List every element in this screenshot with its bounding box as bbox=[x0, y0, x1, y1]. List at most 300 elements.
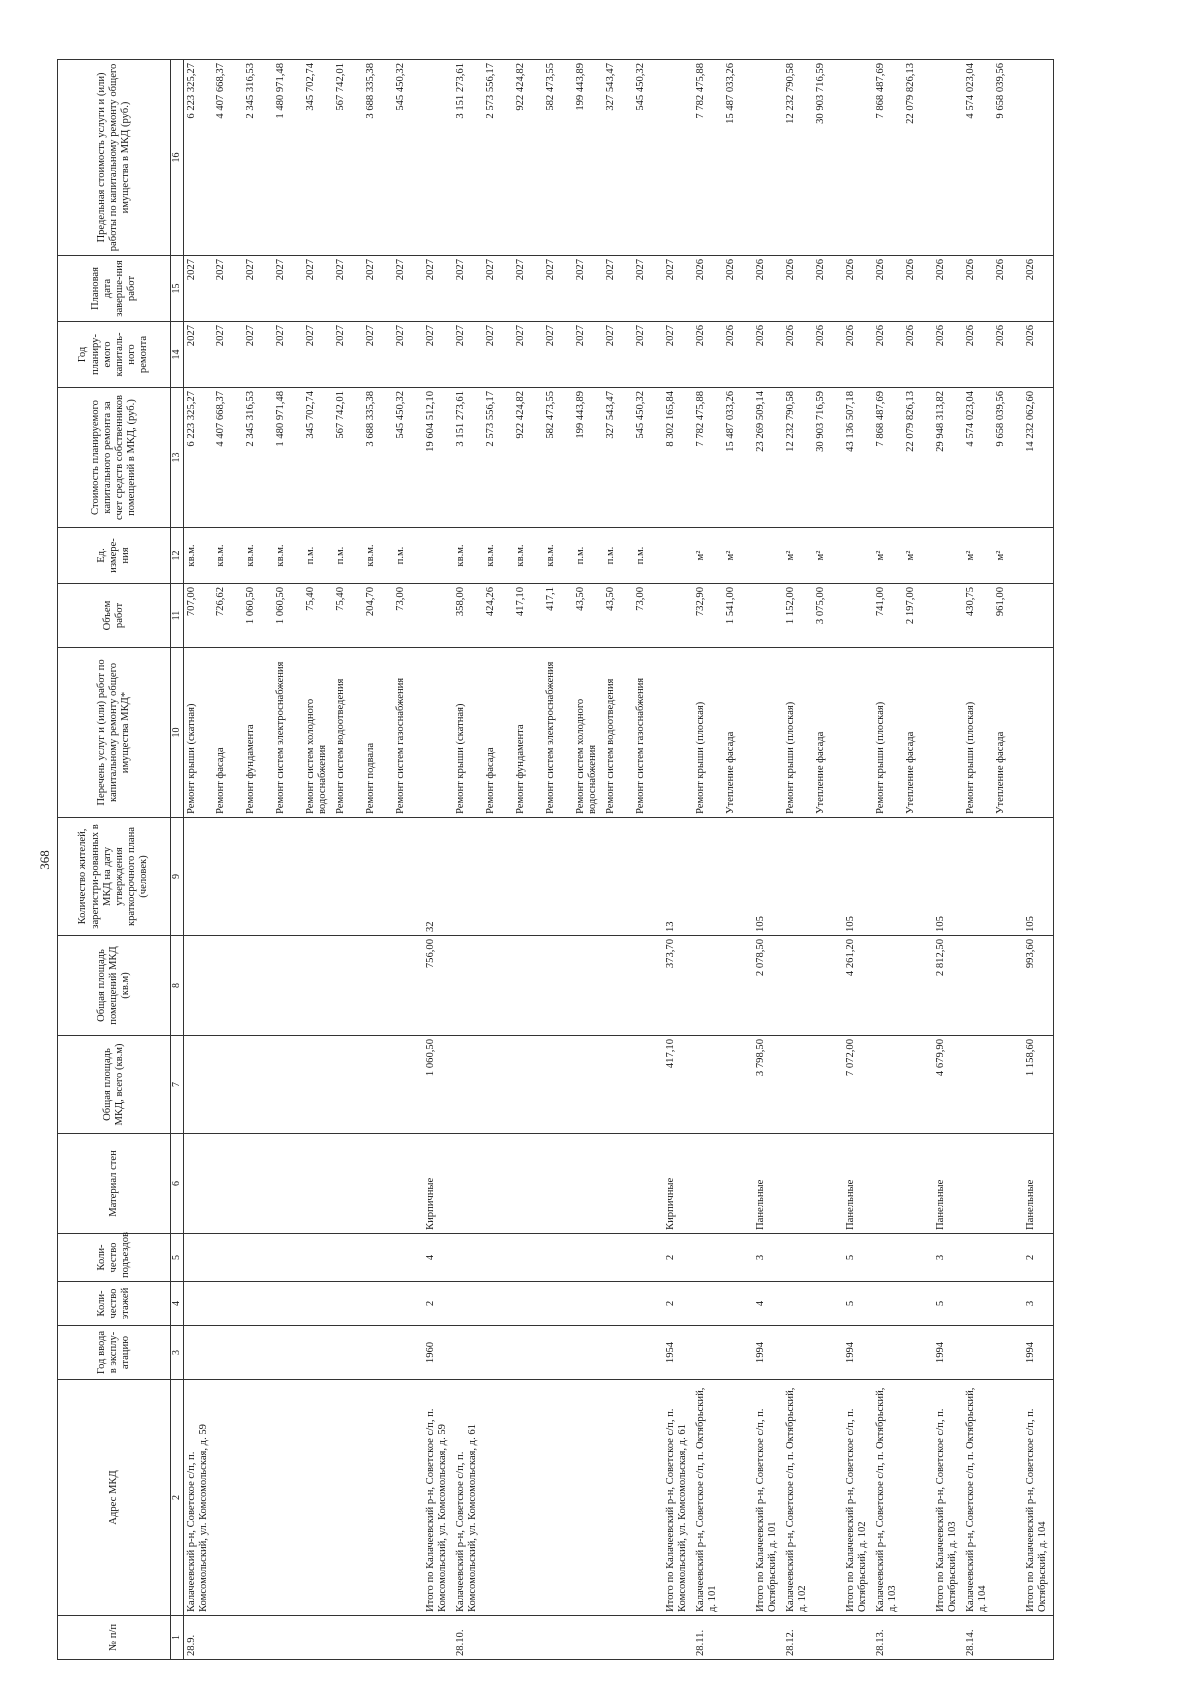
column-header: № п/п bbox=[58, 1616, 171, 1660]
table-cell bbox=[453, 1234, 483, 1282]
column-number: 11 bbox=[171, 584, 184, 648]
table-cell: 12 232 790,58 bbox=[783, 388, 813, 528]
column-number: 12 bbox=[171, 528, 184, 584]
table-cell: 567 742,01 bbox=[333, 388, 363, 528]
column-number: 10 bbox=[171, 648, 184, 818]
capital-repair-table bbox=[57, 59, 1054, 1660]
table-cell bbox=[183, 1326, 213, 1380]
table-cell: Утепление фасада bbox=[723, 648, 753, 818]
table-cell bbox=[843, 584, 873, 648]
table-cell: 1960 bbox=[423, 1326, 453, 1380]
table-cell: 2 573 556,17 bbox=[483, 388, 513, 528]
table-cell: 2027 bbox=[483, 256, 513, 322]
table-cell: 2 bbox=[1023, 1234, 1053, 1282]
table-cell bbox=[993, 1234, 1023, 1282]
table-cell bbox=[573, 1036, 603, 1134]
table-cell bbox=[693, 1036, 723, 1134]
table-cell bbox=[513, 1234, 543, 1282]
table-cell bbox=[213, 1234, 243, 1282]
table-cell bbox=[963, 1326, 993, 1380]
table-cell bbox=[813, 818, 843, 936]
table-cell: 2026 bbox=[993, 322, 1023, 388]
table-cell: 2026 bbox=[1023, 322, 1053, 388]
table-cell: 2 bbox=[423, 1282, 453, 1326]
table-cell: 12 232 790,58 bbox=[783, 60, 813, 256]
table-cell bbox=[573, 818, 603, 936]
table-cell: 2026 bbox=[963, 322, 993, 388]
table-cell: 922 424,82 bbox=[513, 60, 543, 256]
table-cell bbox=[453, 1134, 483, 1234]
table-cell bbox=[183, 1036, 213, 1134]
table-cell bbox=[453, 818, 483, 936]
table-cell bbox=[603, 1134, 633, 1234]
table-cell bbox=[573, 936, 603, 1036]
column-number-row bbox=[171, 60, 184, 1660]
table-cell: 2027 bbox=[603, 256, 633, 322]
table-cell: 4 407 668,37 bbox=[213, 388, 243, 528]
table-cell: 345 702,74 bbox=[303, 388, 333, 528]
table-cell: кв.м. bbox=[483, 528, 513, 584]
table-cell bbox=[303, 1282, 333, 1326]
table-cell bbox=[633, 1134, 663, 1234]
table-cell bbox=[453, 1036, 483, 1134]
table-cell: Итого по Калачеевский р-н, Советское с/п, п. Октябрьский, д. 104 bbox=[1023, 1380, 1053, 1616]
table-cell bbox=[213, 936, 243, 1036]
table-cell bbox=[603, 1234, 633, 1282]
table-cell: 2027 bbox=[243, 322, 273, 388]
table-row bbox=[393, 60, 423, 1660]
column-number: 8 bbox=[171, 936, 184, 1036]
column-header: Материал стен bbox=[58, 1134, 171, 1234]
table-cell bbox=[723, 1134, 753, 1234]
table-cell bbox=[423, 60, 453, 256]
table-cell bbox=[483, 1282, 513, 1326]
table-cell: 22 079 826,13 bbox=[903, 388, 933, 528]
table-cell bbox=[723, 1616, 753, 1660]
table-cell: 6 223 325,27 bbox=[183, 388, 213, 528]
table-cell bbox=[843, 60, 873, 256]
table-cell bbox=[903, 1234, 933, 1282]
table-cell bbox=[723, 1036, 753, 1134]
table-cell bbox=[333, 1282, 363, 1326]
table-cell: 567 742,01 bbox=[333, 60, 363, 256]
table-cell: 1994 bbox=[1023, 1326, 1053, 1380]
table-cell: Ремонт крыши (плоская) bbox=[783, 648, 813, 818]
table-cell: 2027 bbox=[393, 256, 423, 322]
table-cell: 1 152,00 bbox=[783, 584, 813, 648]
table-cell: 30 903 716,59 bbox=[813, 388, 843, 528]
table-row bbox=[183, 60, 213, 1660]
table-cell bbox=[213, 1616, 243, 1660]
table-cell: кв.м. bbox=[513, 528, 543, 584]
table-row bbox=[303, 60, 333, 1660]
table-cell bbox=[813, 1616, 843, 1660]
table-cell bbox=[393, 1282, 423, 1326]
table-cell: 2026 bbox=[993, 256, 1023, 322]
table-cell: 15 487 033,26 bbox=[723, 60, 753, 256]
table-cell: 2026 bbox=[753, 322, 783, 388]
table-body bbox=[183, 60, 1053, 1660]
table-cell bbox=[963, 1036, 993, 1134]
table-cell: 2027 bbox=[513, 256, 543, 322]
table-cell: 2026 bbox=[693, 322, 723, 388]
table-cell bbox=[693, 1234, 723, 1282]
table-cell bbox=[183, 1134, 213, 1234]
table-cell bbox=[213, 1134, 243, 1234]
table-cell bbox=[903, 1616, 933, 1660]
table-cell: 2027 bbox=[663, 256, 693, 322]
column-header: Объем работ bbox=[58, 584, 171, 648]
table-cell bbox=[843, 1616, 873, 1660]
table-cell: 327 543,47 bbox=[603, 60, 633, 256]
table-row bbox=[693, 60, 723, 1660]
table-cell bbox=[393, 1616, 423, 1660]
table-cell bbox=[873, 818, 903, 936]
table-cell: Панельные bbox=[1023, 1134, 1053, 1234]
table-cell: 2027 bbox=[633, 256, 663, 322]
table-cell bbox=[783, 1134, 813, 1234]
table-cell: 545 450,32 bbox=[633, 388, 663, 528]
column-header: Адрес МКД bbox=[58, 1380, 171, 1616]
table-cell: Панельные bbox=[843, 1134, 873, 1234]
table-cell: 7 072,00 bbox=[843, 1036, 873, 1134]
table-cell bbox=[333, 1616, 363, 1660]
table-cell bbox=[993, 1134, 1023, 1234]
table-cell: 2027 bbox=[453, 256, 483, 322]
table-cell bbox=[513, 1036, 543, 1134]
table-cell bbox=[693, 1282, 723, 1326]
table-cell bbox=[333, 1134, 363, 1234]
table-cell: 2 bbox=[663, 1282, 693, 1326]
table-cell bbox=[333, 1234, 363, 1282]
table-cell: 582 473,55 bbox=[543, 60, 573, 256]
table-cell bbox=[873, 1282, 903, 1326]
table-cell bbox=[243, 936, 273, 1036]
table-row bbox=[213, 60, 243, 1660]
table-cell: 7 782 475,88 bbox=[693, 388, 723, 528]
table-row bbox=[543, 60, 573, 1660]
table-cell bbox=[393, 818, 423, 936]
table-cell bbox=[933, 60, 963, 256]
table-cell bbox=[573, 1282, 603, 1326]
table-cell: 6 223 325,27 bbox=[183, 60, 213, 256]
table-cell: 2027 bbox=[573, 322, 603, 388]
table-cell bbox=[963, 1134, 993, 1234]
table-cell bbox=[783, 818, 813, 936]
table-cell bbox=[573, 1616, 603, 1660]
table-cell bbox=[1023, 1616, 1053, 1660]
table-cell: 545 450,32 bbox=[393, 60, 423, 256]
table-cell: 105 bbox=[753, 818, 783, 936]
table-cell: 2027 bbox=[603, 322, 633, 388]
table-cell bbox=[363, 1036, 393, 1134]
table-cell bbox=[813, 1326, 843, 1380]
table-cell bbox=[783, 1326, 813, 1380]
table-cell bbox=[813, 1234, 843, 1282]
table-row bbox=[873, 60, 903, 1660]
table-cell bbox=[273, 818, 303, 936]
table-cell: 30 903 716,59 bbox=[813, 60, 843, 256]
table-cell: 73,00 bbox=[633, 584, 663, 648]
column-header: Год планиру-емого капиталь-ного ремонта bbox=[58, 322, 171, 388]
table-cell: 3 bbox=[1023, 1282, 1053, 1326]
table-cell bbox=[903, 818, 933, 936]
table-cell: 19 604 512,10 bbox=[423, 388, 453, 528]
table-cell: 2027 bbox=[363, 322, 393, 388]
column-header: Коли-чество подъездов bbox=[58, 1234, 171, 1282]
table-row bbox=[273, 60, 303, 1660]
header-row bbox=[58, 60, 171, 1660]
table-cell: Итого по Калачеевский р-н, Советское с/п, п. Октябрьский, д. 101 bbox=[753, 1380, 783, 1616]
table-cell bbox=[723, 936, 753, 1036]
table-cell: 961,00 bbox=[993, 584, 1023, 648]
table-cell: п.м. bbox=[393, 528, 423, 584]
table-cell: 9 658 039,56 bbox=[993, 388, 1023, 528]
table-row bbox=[843, 60, 873, 1660]
table-cell: 3 075,00 bbox=[813, 584, 843, 648]
table-cell: Ремонт крыши (скатная) bbox=[453, 648, 483, 818]
table-row bbox=[753, 60, 783, 1660]
table-cell bbox=[243, 818, 273, 936]
table-cell bbox=[573, 1326, 603, 1380]
table-cell: кв.м. bbox=[273, 528, 303, 584]
table-cell: 2 345 316,53 bbox=[243, 60, 273, 256]
table-cell: Ремонт систем электроснабжения bbox=[543, 648, 573, 818]
table-cell: 373,70 bbox=[663, 936, 693, 1036]
table-cell: 4 574 023,04 bbox=[963, 388, 993, 528]
table-cell bbox=[483, 818, 513, 936]
table-cell: м² bbox=[993, 528, 1023, 584]
table-cell bbox=[633, 1326, 663, 1380]
column-number: 1 bbox=[171, 1616, 184, 1660]
table-cell bbox=[603, 936, 633, 1036]
table-cell: Итого по Калачеевский р-н, Советское с/п, п. Октябрьский, д. 102 bbox=[843, 1380, 873, 1616]
table-cell bbox=[723, 1380, 753, 1616]
column-header: Коли-чество этажей bbox=[58, 1282, 171, 1326]
table-cell: 2027 bbox=[273, 322, 303, 388]
table-cell bbox=[903, 1282, 933, 1326]
table-cell bbox=[663, 584, 693, 648]
table-cell bbox=[873, 1234, 903, 1282]
column-number: 7 bbox=[171, 1036, 184, 1134]
table-cell bbox=[633, 1380, 663, 1616]
column-header: Количество жителей, зарегистри-рованных в МКД на дату утверждения краткосрочного плана (человек) bbox=[58, 818, 171, 936]
table-cell: Кирпичные bbox=[423, 1134, 453, 1234]
table-cell bbox=[903, 936, 933, 1036]
table-cell bbox=[393, 936, 423, 1036]
table-cell: кв.м. bbox=[363, 528, 393, 584]
table-cell: п.м. bbox=[303, 528, 333, 584]
table-cell bbox=[783, 936, 813, 1036]
table-cell: 9 658 039,56 bbox=[993, 60, 1023, 256]
table-cell: м² bbox=[693, 528, 723, 584]
table-cell: Калачеевский р-н, Советское с/п, п. Октябрьский, д. 102 bbox=[783, 1380, 813, 1616]
table-cell bbox=[693, 1134, 723, 1234]
table-cell bbox=[933, 1616, 963, 1660]
table-cell: 2026 bbox=[903, 256, 933, 322]
table-row bbox=[993, 60, 1023, 1660]
table-cell: 2027 bbox=[423, 256, 453, 322]
table-cell: кв.м. bbox=[543, 528, 573, 584]
table-cell bbox=[303, 1234, 333, 1282]
table-cell bbox=[333, 1326, 363, 1380]
table-cell bbox=[483, 1326, 513, 1380]
table-cell bbox=[513, 936, 543, 1036]
table-cell: 2027 bbox=[333, 322, 363, 388]
table-cell: 2027 bbox=[513, 322, 543, 388]
table-cell: Утепление фасада bbox=[903, 648, 933, 818]
table-cell: Ремонт систем газоснабжения bbox=[633, 648, 663, 818]
column-header: Плановая дата заверше-ния работ bbox=[58, 256, 171, 322]
column-number: 5 bbox=[171, 1234, 184, 1282]
table-cell: 1 060,50 bbox=[423, 1036, 453, 1134]
table-cell: 1954 bbox=[663, 1326, 693, 1380]
table-cell: 2026 bbox=[933, 256, 963, 322]
column-number: 9 bbox=[171, 818, 184, 936]
table-cell bbox=[903, 1326, 933, 1380]
table-cell bbox=[243, 1616, 273, 1660]
table-cell: 2 345 316,53 bbox=[243, 388, 273, 528]
table-cell: 1 480 971,48 bbox=[273, 60, 303, 256]
rotated-page bbox=[15, 50, 1145, 1670]
table-cell: 2027 bbox=[423, 322, 453, 388]
table-cell: 2026 bbox=[723, 322, 753, 388]
table-cell bbox=[993, 1616, 1023, 1660]
table-cell bbox=[1023, 528, 1053, 584]
table-cell bbox=[573, 1380, 603, 1616]
table-cell bbox=[783, 1282, 813, 1326]
table-cell: 5 bbox=[933, 1282, 963, 1326]
table-cell bbox=[303, 1036, 333, 1134]
table-cell: 424,26 bbox=[483, 584, 513, 648]
table-cell bbox=[363, 936, 393, 1036]
table-cell: 7 868 487,69 bbox=[873, 388, 903, 528]
table-cell: 4 574 023,04 bbox=[963, 60, 993, 256]
table-cell: Ремонт крыши (скатная) bbox=[183, 648, 213, 818]
table-cell bbox=[243, 1282, 273, 1326]
table-cell: 3 688 335,38 bbox=[363, 388, 393, 528]
table-cell bbox=[273, 1380, 303, 1616]
table-cell bbox=[603, 1380, 633, 1616]
table-cell bbox=[393, 1134, 423, 1234]
table-cell: 2027 bbox=[213, 256, 243, 322]
table-cell bbox=[243, 1036, 273, 1134]
table-cell bbox=[543, 1134, 573, 1234]
table-cell: Кирпичные bbox=[663, 1134, 693, 1234]
table-cell bbox=[273, 1616, 303, 1660]
column-number: 13 bbox=[171, 388, 184, 528]
table-cell bbox=[333, 1380, 363, 1616]
table-cell bbox=[273, 1036, 303, 1134]
table-cell: 2026 bbox=[963, 256, 993, 322]
table-cell bbox=[723, 1282, 753, 1326]
table-cell: Калачеевский р-н, Советское с/п, п. Октябрьский, д. 101 bbox=[693, 1380, 723, 1616]
table-cell bbox=[963, 1282, 993, 1326]
table-cell bbox=[963, 1234, 993, 1282]
column-header: Ед. измере-ния bbox=[58, 528, 171, 584]
table-cell: п.м. bbox=[573, 528, 603, 584]
table-cell: Ремонт фасада bbox=[213, 648, 243, 818]
table-cell: 327 543,47 bbox=[603, 388, 633, 528]
table-cell bbox=[363, 1234, 393, 1282]
table-cell bbox=[363, 1282, 393, 1326]
table-cell bbox=[633, 818, 663, 936]
table-cell: 199 443,89 bbox=[573, 388, 603, 528]
column-header: Общая площадь помещений МКД (кв.м) bbox=[58, 936, 171, 1036]
table-row bbox=[573, 60, 603, 1660]
table-cell: 2027 bbox=[303, 322, 333, 388]
table-cell: 2 812,50 bbox=[933, 936, 963, 1036]
table-cell: Ремонт систем холодного водоснабжения bbox=[573, 648, 603, 818]
table-cell bbox=[303, 1134, 333, 1234]
table-cell: 28.13. bbox=[873, 1616, 903, 1660]
table-cell bbox=[723, 818, 753, 936]
table-cell bbox=[723, 1326, 753, 1380]
table-cell bbox=[873, 936, 903, 1036]
table-cell: 2026 bbox=[753, 256, 783, 322]
table-cell: 43 136 507,18 bbox=[843, 388, 873, 528]
table-row bbox=[243, 60, 273, 1660]
table-cell bbox=[633, 936, 663, 1036]
table-cell bbox=[993, 818, 1023, 936]
table-cell: 2027 bbox=[393, 322, 423, 388]
table-cell: Ремонт фасада bbox=[483, 648, 513, 818]
table-cell bbox=[693, 818, 723, 936]
table-cell: Панельные bbox=[753, 1134, 783, 1234]
table-cell: 5 bbox=[843, 1234, 873, 1282]
table-cell bbox=[303, 1380, 333, 1616]
table-cell bbox=[243, 1380, 273, 1616]
table-cell bbox=[813, 1282, 843, 1326]
table-cell bbox=[393, 1036, 423, 1134]
table-cell: 345 702,74 bbox=[303, 60, 333, 256]
table-cell: Калачеевский р-н, Советское с/п, п. Комсомольский, ул. Комсомольская, д. 61 bbox=[453, 1380, 483, 1616]
table-cell bbox=[843, 648, 873, 818]
table-cell bbox=[993, 1326, 1023, 1380]
table-cell: 2027 bbox=[663, 322, 693, 388]
table-cell bbox=[933, 584, 963, 648]
table-cell: м² bbox=[873, 528, 903, 584]
table-cell bbox=[273, 936, 303, 1036]
table-row bbox=[963, 60, 993, 1660]
column-number: 16 bbox=[171, 60, 184, 256]
table-cell bbox=[513, 1616, 543, 1660]
table-cell bbox=[573, 1134, 603, 1234]
table-cell: 756,00 bbox=[423, 936, 453, 1036]
table-cell bbox=[543, 1234, 573, 1282]
table-cell: м² bbox=[783, 528, 813, 584]
table-cell: 4 bbox=[423, 1234, 453, 1282]
table-cell bbox=[753, 1616, 783, 1660]
table-cell: 1 541,00 bbox=[723, 584, 753, 648]
table-cell: 2027 bbox=[183, 256, 213, 322]
table-cell: 2027 bbox=[303, 256, 333, 322]
table-cell bbox=[633, 1036, 663, 1134]
table-cell bbox=[603, 1282, 633, 1326]
table-cell: 5 bbox=[843, 1282, 873, 1326]
table-cell: 2026 bbox=[783, 322, 813, 388]
table-cell bbox=[753, 584, 783, 648]
table-cell: кв.м. bbox=[213, 528, 243, 584]
table-cell: 1994 bbox=[753, 1326, 783, 1380]
table-cell: Итого по Калачеевский р-н, Советское с/п, п. Комсомольский, ул. Комсомольская, д. 59 bbox=[423, 1380, 453, 1616]
table-cell: 4 407 668,37 bbox=[213, 60, 243, 256]
table-cell bbox=[633, 1282, 663, 1326]
table-cell: 14 232 062,60 bbox=[1023, 388, 1053, 528]
table-cell bbox=[573, 1234, 603, 1282]
table-cell bbox=[453, 936, 483, 1036]
table-cell bbox=[663, 60, 693, 256]
